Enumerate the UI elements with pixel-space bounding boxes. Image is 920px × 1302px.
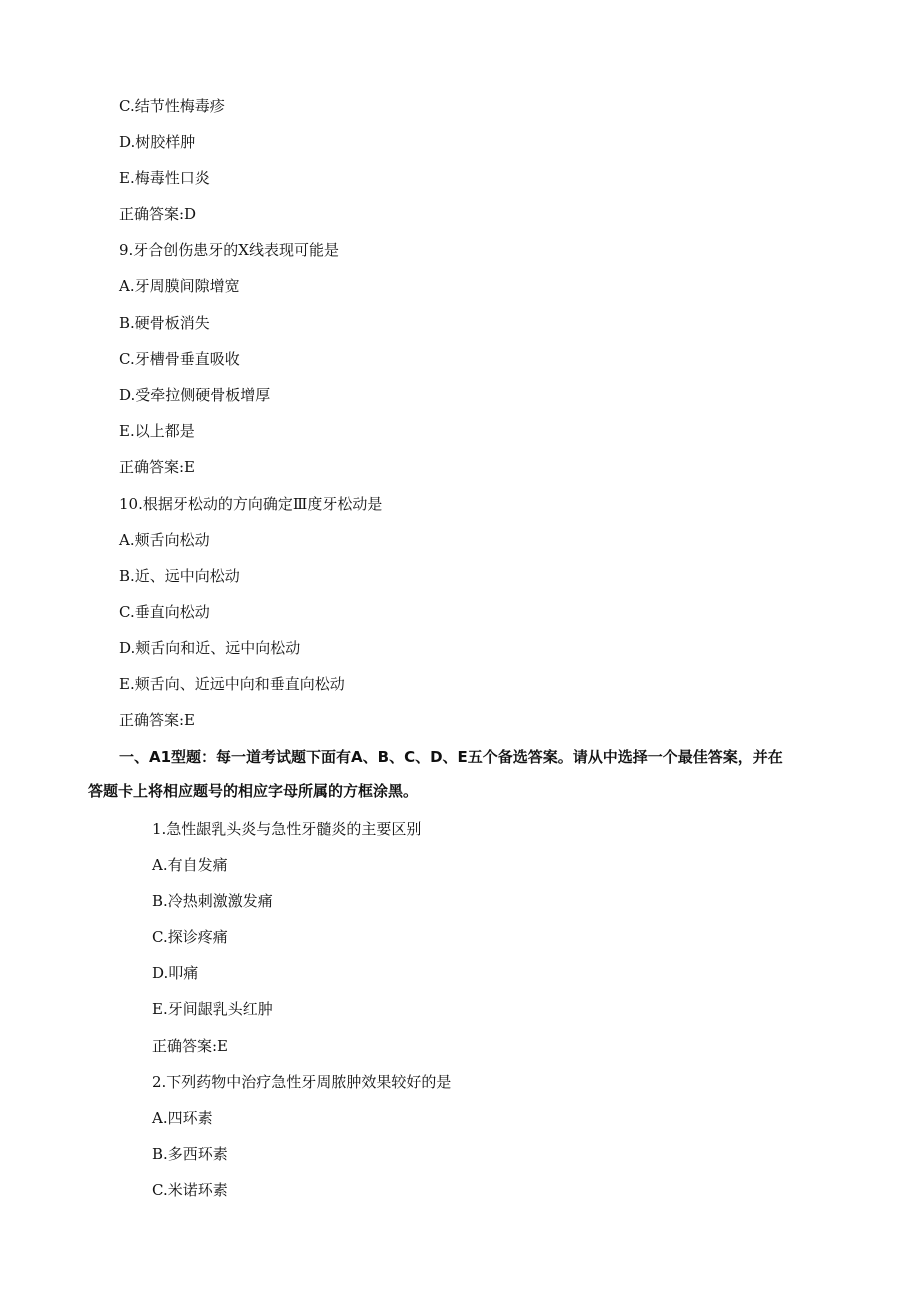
q2-option-b: B.多西环素 [152, 1145, 228, 1163]
question-10: 10.根据牙松动的方向确定Ⅲ度牙松动是 [119, 495, 383, 513]
option-d-gumma: D.树胶样肿 [119, 133, 196, 151]
answer-q10: 正确答案:E [119, 711, 196, 729]
q1-option-c: C.探诊疼痛 [152, 928, 228, 946]
q1-option-a: A.有自发痛 [152, 856, 228, 874]
question-2: 2.下列药物中治疗急性牙周脓肿效果较好的是 [152, 1073, 452, 1091]
q9-option-e: E.以上都是 [119, 422, 195, 440]
q9-option-d: D.受牵拉侧硬骨板增厚 [119, 386, 271, 404]
answer-q8: 正确答案:D [119, 205, 197, 223]
q2-option-c: C.米诺环素 [152, 1181, 228, 1199]
section-heading-line1: 一、A1型题：每一道考试题下面有A、B、C、D、E五个备选答案。请从中选择一个最佳答案，并在 [119, 748, 783, 766]
q2-option-a: A.四环素 [152, 1109, 213, 1127]
q1-option-d: D.叩痛 [152, 964, 199, 982]
section-heading-line2: 答题卡上将相应题号的相应字母所属的方框涂黑。 [88, 782, 419, 800]
answer-q1: 正确答案:E [152, 1037, 229, 1055]
q10-option-b: B.近、远中向松动 [119, 567, 240, 585]
question-9: 9.牙合创伤患牙的X线表现可能是 [119, 241, 339, 259]
option-c-syphilis-nodular: C.结节性梅毒疹 [119, 97, 225, 115]
q10-option-d: D.颊舌向和近、远中向松动 [119, 639, 301, 657]
question-1: 1.急性龈乳头炎与急性牙髓炎的主要区别 [152, 820, 422, 838]
answer-q9: 正确答案:E [119, 458, 196, 476]
option-e-syphilitic-stomatitis: E.梅毒性口炎 [119, 169, 210, 187]
q10-option-c: C.垂直向松动 [119, 603, 210, 621]
q1-option-e: E.牙间龈乳头红肿 [152, 1000, 273, 1018]
q10-option-a: A.颊舌向松动 [119, 531, 210, 549]
q10-option-e: E.颊舌向、近远中向和垂直向松动 [119, 675, 345, 693]
q1-option-b: B.冷热刺激激发痛 [152, 892, 273, 910]
q9-option-a: A.牙周膜间隙增宽 [119, 277, 240, 295]
q9-option-b: B.硬骨板消失 [119, 314, 210, 332]
q9-option-c: C.牙槽骨垂直吸收 [119, 350, 240, 368]
section-heading [88, 740, 828, 808]
